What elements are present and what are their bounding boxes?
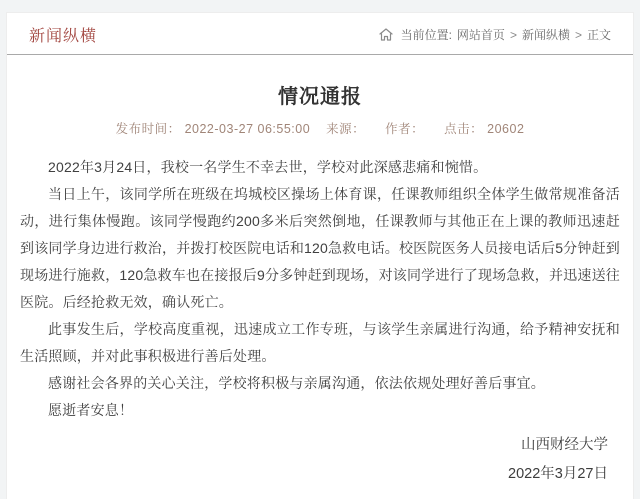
breadcrumb-item-current: 正文 bbox=[586, 28, 611, 42]
section-title: 新闻纵横 bbox=[29, 28, 98, 45]
signature-block bbox=[7, 431, 633, 489]
article-body bbox=[7, 154, 633, 424]
breadcrumb-separator: > bbox=[509, 27, 517, 42]
breadcrumb-item-news[interactable]: 新闻纵横 bbox=[521, 28, 570, 42]
page-header bbox=[7, 13, 633, 54]
article-meta bbox=[7, 119, 633, 137]
hits-label: 点击： bbox=[444, 122, 484, 136]
article-paragraph: 此事发生后，学校高度重视，迅速成立工作专班，与该学生亲属进行沟通，给予精神安抚和生活照顾，并对此事积极进行善后处理。 bbox=[20, 321, 620, 364]
article-paragraph: 感谢社会各界的关心关注，学校将积极与亲属沟通，依法依规处理好善后事宜。 bbox=[48, 375, 545, 391]
source-label: 来源： bbox=[326, 122, 366, 136]
header-divider bbox=[7, 54, 633, 55]
publish-time-label: 发布时间： bbox=[115, 122, 181, 136]
breadcrumb-item-home[interactable]: 网站首页 bbox=[456, 28, 505, 42]
breadcrumb bbox=[379, 26, 611, 43]
home-icon[interactable] bbox=[379, 28, 393, 41]
signature-org: 山西财经大学 bbox=[521, 437, 608, 453]
author-label: 作者： bbox=[385, 122, 425, 136]
article bbox=[7, 80, 633, 499]
publish-time-value: 2022-03-27 06:55:00 bbox=[184, 122, 311, 136]
signature-date: 2022年3月27日 bbox=[508, 466, 608, 482]
article-paragraph: 2022年3月24日，我校一名学生不幸去世，学校对此深感悲痛和惋惜。 bbox=[48, 159, 488, 175]
hits-value: 20602 bbox=[487, 122, 525, 136]
article-paragraph: 愿逝者安息！ bbox=[48, 402, 134, 418]
breadcrumb-prefix: 当前位置: bbox=[400, 28, 452, 42]
article-paragraph: 当日上午，该同学所在班级在坞城校区操场上体育课，任课教师组织全体学生做常规准备活动，进行集体慢跑。该同学慢跑约200多米后突然倒地，任课教师与其他正在上课的教师迅速赶到该同学身边进行救治，并拨打校医院电话和120急救电话。校医院医务人员接电话后5分钟赶到现场进行施救，120急救车也在接报后9分多钟赶到现场，对该同学进行了现场急救，并迅速送往医院。后经抢救无效，确认死亡。 bbox=[20, 186, 620, 310]
breadcrumb-separator: > bbox=[574, 27, 582, 42]
article-title: 情况通报 bbox=[278, 86, 362, 108]
content-panel bbox=[6, 12, 634, 499]
